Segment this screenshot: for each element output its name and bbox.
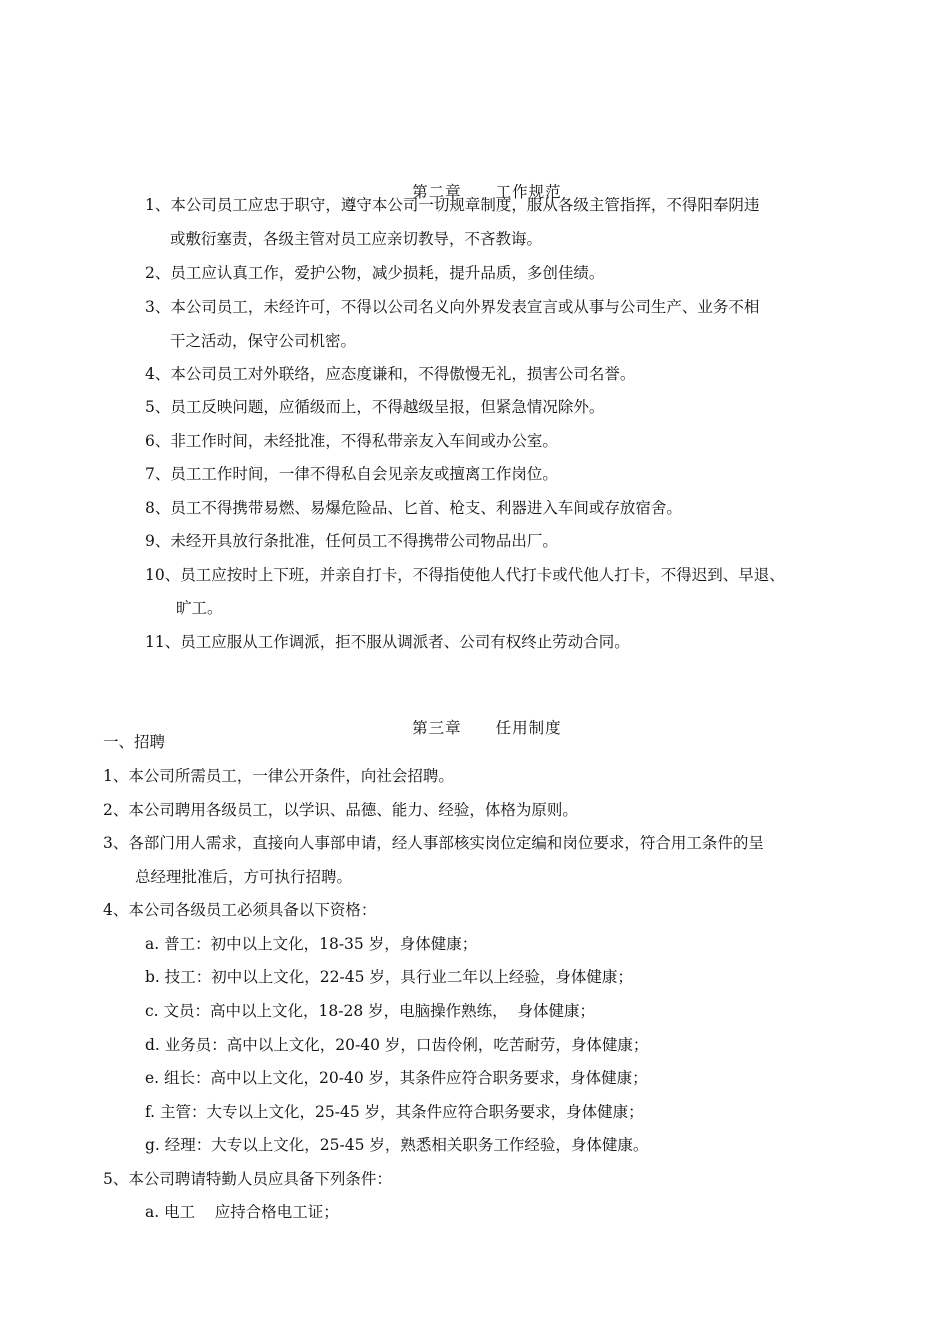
recruit-item-3-cont: 总经理批准后，方可执行招聘。 xyxy=(135,868,353,886)
recruit-item-4: 4、本公司各级员工必须具备以下资格： xyxy=(103,901,377,919)
qualification-b: b. 技工：初中以上文化，22-45 岁，具行业二年以上经验，身体健康； xyxy=(145,968,633,986)
chapter-2-title: 工作规范 xyxy=(495,183,562,201)
recruit-item-1: 1、本公司所需员工，一律公开条件，向社会招聘。 xyxy=(103,767,454,785)
rule-3-cont: 干之活动，保守公司机密。 xyxy=(170,332,357,350)
recruit-item-5: 5、本公司聘请特勤人员应具备下列条件： xyxy=(103,1170,392,1188)
rule-1-cont: 或敷衍塞责，各级主管对员工应亲切教导，不吝教诲。 xyxy=(170,230,543,248)
rule-9: 9、未经开具放行条批准，任何员工不得携带公司物品出厂。 xyxy=(145,532,558,550)
rule-11: 11、员工应服从工作调派，拒不服从调派者、公司有权终止劳动合同。 xyxy=(145,633,630,651)
special-staff-a: a. 电工 应持合格电工证； xyxy=(145,1203,339,1221)
qualification-a: a. 普工：初中以上文化，18-35 岁，身体健康； xyxy=(145,935,478,953)
rule-10-cont: 旷工。 xyxy=(176,599,223,617)
chapter-3-number: 第三章 xyxy=(412,719,462,737)
chapter-3-title: 任用制度 xyxy=(495,719,562,737)
qualification-c: c. 文员：高中以上文化，18-28 岁，电脑操作熟练， 身体健康； xyxy=(145,1002,596,1020)
rule-4: 4、本公司员工对外联络，应态度谦和，不得傲慢无礼，损害公司名誉。 xyxy=(145,365,636,383)
rule-5: 5、员工反映问题，应循级而上，不得越级呈报，但紧急情况除外。 xyxy=(145,398,605,416)
rule-8: 8、员工不得携带易燃、易爆危险品、匕首、枪支、利器进入车间或存放宿舍。 xyxy=(145,499,682,517)
rule-7: 7、员工工作时间，一律不得私自会见亲友或擅离工作岗位。 xyxy=(145,465,558,483)
qualification-e: e. 组长：高中以上文化，20-40 岁，其条件应符合职务要求，身体健康； xyxy=(145,1069,648,1087)
rule-6: 6、非工作时间，未经批准，不得私带亲友入车间或办公室。 xyxy=(145,432,558,450)
qualification-f: f. 主管：大专以上文化，25-45 岁，其条件应符合职务要求，身体健康； xyxy=(145,1103,644,1121)
recruit-item-3: 3、各部门用人需求，直接向人事部申请，经人事部核实岗位定编和岗位要求，符合用工条件的呈 xyxy=(103,834,764,852)
chapter-2-number: 第二章 xyxy=(412,183,462,201)
recruit-item-2: 2、本公司聘用各级员工，以学识、品德、能力、经验，体格为原则。 xyxy=(103,801,578,819)
rule-2: 2、员工应认真工作，爱护公物，减少损耗，提升品质，多创佳绩。 xyxy=(145,264,605,282)
rule-1: 1、本公司员工应忠于职守，遵守本公司一切规章制度，服从各级主管指挥，不得阳奉阴违 xyxy=(145,196,760,214)
section-recruitment: 一、招聘 xyxy=(103,733,166,751)
rule-3: 3、本公司员工，未经许可，不得以公司名义向外界发表宣言或从事与公司生产、业务不相 xyxy=(145,298,760,316)
qualification-g: g. 经理：大专以上文化，25-45 岁，熟悉相关职务工作经验，身体健康。 xyxy=(145,1136,649,1154)
qualification-d: d. 业务员：高中以上文化，20-40 岁，口齿伶俐，吃苦耐劳，身体健康； xyxy=(145,1036,649,1054)
rule-10: 10、员工应按时上下班，并亲自打卡，不得指使他人代打卡或代他人打卡，不得迟到、早退、 xyxy=(145,566,785,584)
